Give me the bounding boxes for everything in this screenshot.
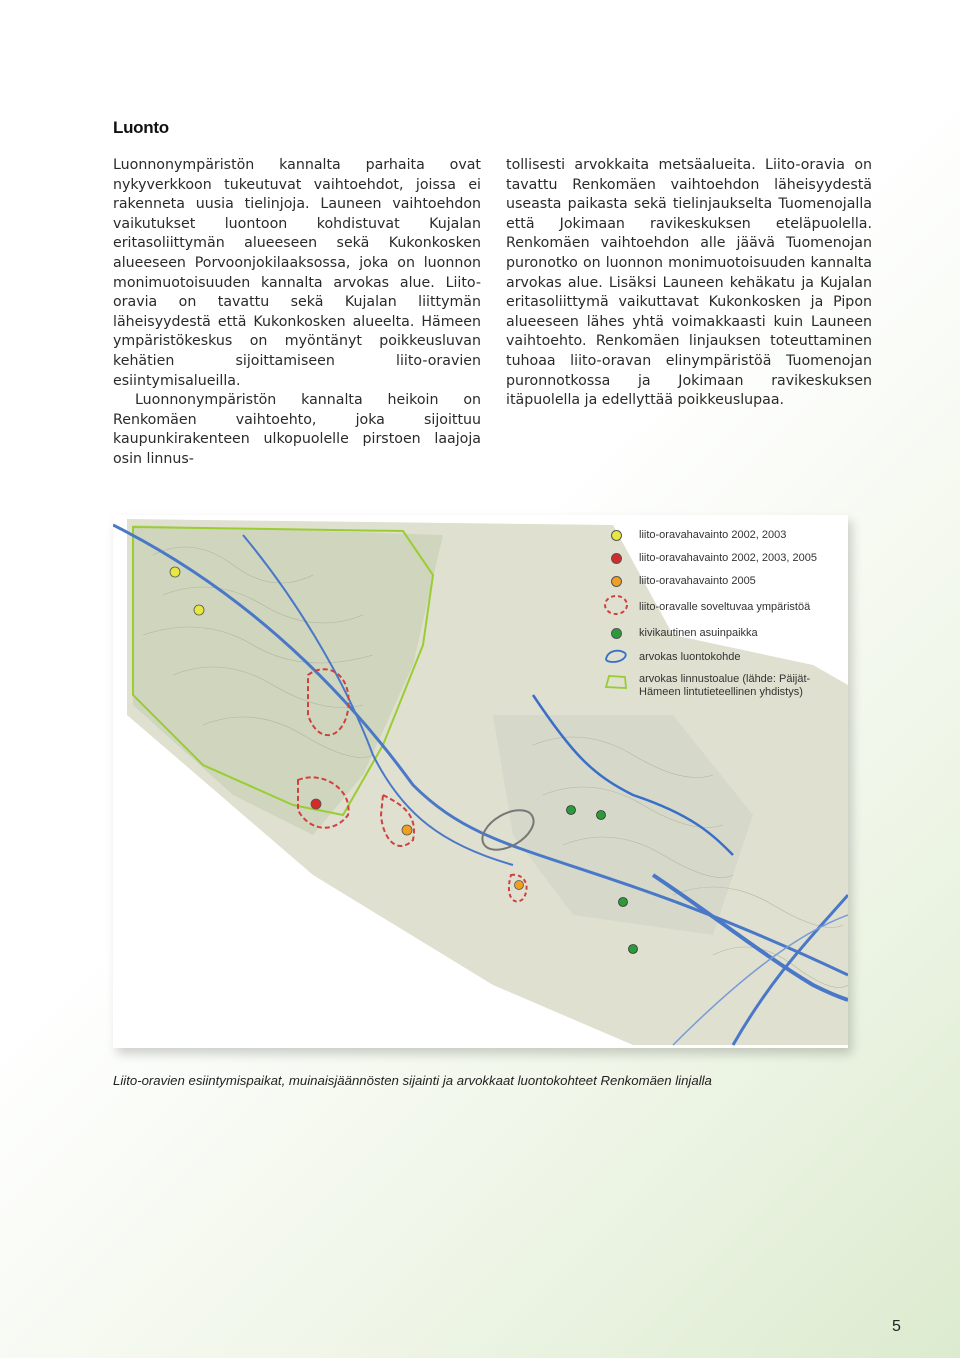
green-dot-icon <box>611 628 622 639</box>
paragraph: Luonnonympäristön kannalta heikoin on Renkomäen vaihtoehto, joka sijoittuu kaupunkirakenteen ulkopuolelle pirstoen laajoja osin linnus- <box>113 392 481 467</box>
figure-caption: Liito-oravien esiintymispaikat, muinaisjäännösten sijainti ja arvokkaat luontokohteet Renkomäen linjalla <box>113 1073 712 1088</box>
archaeological-site <box>597 811 606 820</box>
observation-point <box>402 825 412 835</box>
legend-item: liito-oravahavainto 2005 <box>603 571 756 591</box>
archaeological-site <box>567 806 576 815</box>
legend-item: liito-oravahavainto 2002, 2003, 2005 <box>603 548 817 568</box>
legend-item: kivikautinen asuinpaikka <box>603 623 758 643</box>
orange-dot-icon <box>611 576 622 587</box>
archaeological-site <box>629 945 638 954</box>
observation-point <box>515 881 524 890</box>
observation-point <box>170 567 180 577</box>
legend-item: arvokas linnustoalue (lähde: Päijät- Hämeen lintutieteellinen yhdistys) <box>603 673 810 707</box>
map-figure <box>113 515 848 1048</box>
red-dot-icon <box>611 553 622 564</box>
legend-item: liito-oravahavainto 2002, 2003 <box>603 525 786 545</box>
green-outline-icon <box>603 673 629 691</box>
archaeological-site <box>619 898 628 907</box>
text-column-right <box>506 156 872 411</box>
observation-point <box>311 799 321 809</box>
page-heading: Luonto <box>113 118 169 137</box>
observation-point <box>194 605 204 615</box>
paragraph: tollisesti arvokkaita metsäalueita. Liito-oravia on tavattu Renkomäen vaihtoehdon läheisyydestä useasta paikasta sekä tielinjaukselta Tuomenojalla että Jokimaan ravikeskuksen eteläpuolella. Renkomäen vaihtoehdon alle jäävä Tuomenojan puronotko on luonnon monimuotoisuuden kannalta arvokas alue. Lisäksi Launeen kehäkatu ja Kujalan eritasoliittymä vaikuttavat Kukonkosken ja Pipon alueeseen lähes yhtä voimakkaasti kuin Launeen vaihtoehto. Renkomäen linjauksen toteuttaminen tuhoaa liito-oravan elinympäristöä Tuomenojan puronnotkossa ja Jokimaan ravikeskuksen itäpuolella ja edellyttää poikkeuslupaa. <box>506 157 872 409</box>
text-column-left <box>113 156 481 470</box>
dashed-circle-icon <box>603 594 629 616</box>
page-number: 5 <box>892 1318 901 1335</box>
paragraph: Luonnonympäristön kannalta parhaita ovat nykyverkkoon tukeutuvat vaihtoehdot, joissa ei rakenneta uusia tielinjoja. Launeen vaihtoehdon vaikutukset luontoon kohdistuvat Kujalan eritasoliittymän alueeseen sekä Kukonkosken alueeseen Porvoonjokilaaksossa, joka on luonnon monimuotoisuuden kannalta arvokas alue. Liito-oravia on tavattu sekä Kujalan liittymän läheisyydestä että Kukonkosken alueelta. Hämeen ympäristökeskus on myöntänyt poikkeusluvan kehätien sijoittamiseen liito-oravien esiintymisalueilla. <box>113 157 481 389</box>
legend-item: arvokas luontokohde <box>603 647 741 667</box>
legend-item: liito-oravalle soveltuvaa ympäristöä <box>603 594 810 620</box>
yellow-dot-icon <box>611 530 622 541</box>
blue-outline-icon <box>603 647 629 665</box>
